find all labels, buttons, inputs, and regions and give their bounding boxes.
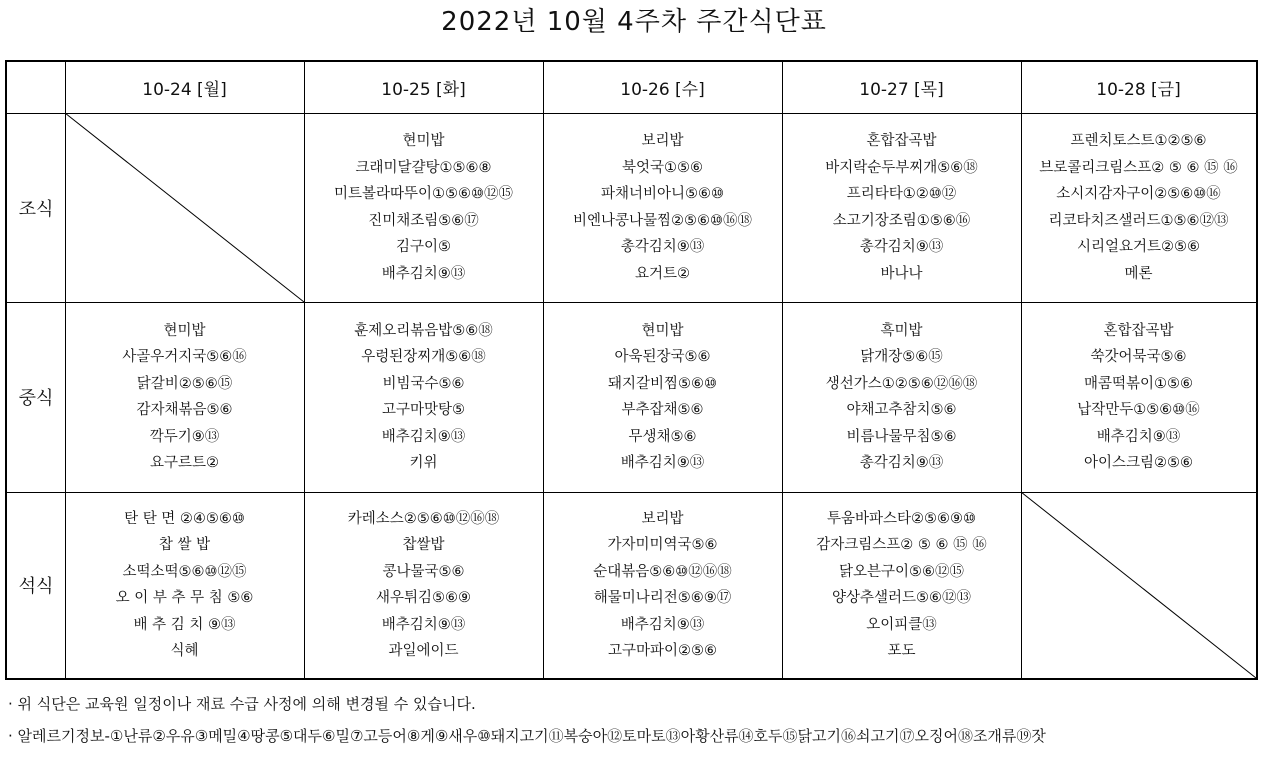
menu-item: 현미밥 (641, 322, 684, 339)
menu-cell-breakfast-wed (543, 113, 782, 302)
menu-item: 진미채조림⑤⑥⑰ (368, 212, 479, 229)
menu-cell-lunch-fri (1021, 302, 1256, 492)
menu-cell-breakfast-tue (304, 113, 543, 302)
menu-item: 미트볼라따뚜이①⑤⑥⑩⑫⑮ (333, 186, 514, 202)
note-change-notice: · 위 식단은 교육원 일정이나 재료 수급 사정에 의해 변경될 수 있습니다. (8, 695, 476, 713)
menu-item: 고구마파이②⑤⑥ (607, 643, 718, 659)
meal-label-dinner: 석식 (18, 576, 54, 597)
menu-item: 콩나물국⑤⑥ (382, 563, 465, 580)
menu-item: 비엔나콩나물찜②⑤⑥⑩⑯⑱ (572, 212, 753, 229)
menu-cell-dinner-thu (782, 492, 1021, 678)
menu-item: 소시지감자구이②⑤⑥⑩⑯ (1056, 186, 1221, 202)
menu-item: 프렌치토스트①②⑤⑥ (1070, 133, 1207, 149)
menu-cell-dinner-tue (304, 492, 543, 678)
menu-item: 탄 탄 면 ②④⑤⑥⑩ (124, 510, 245, 527)
menu-item: 메론 (1124, 265, 1153, 282)
menu-item: 아욱된장국⑤⑥ (614, 349, 711, 365)
menu-item: 크래미달걀탕①⑤⑥⑧ (355, 159, 492, 176)
menu-cell-dinner-fri (1021, 492, 1256, 678)
menu-item: 배추김치⑨⑬ (381, 428, 466, 445)
menu-item: 훈제오리볶음밥⑤⑥⑱ (354, 322, 493, 339)
day-header-thu: 10-27 [목] (859, 80, 944, 100)
menu-cell-lunch-mon (65, 302, 304, 492)
menu-item: 닭개장⑤⑥⑮ (860, 349, 943, 365)
menu-item: 매콤떡볶이①⑤⑥ (1083, 375, 1194, 392)
menu-item: 찹쌀밥 (402, 537, 445, 553)
menu-item: 비름나물무침⑤⑥ (846, 428, 957, 445)
menu-item: 감자크림스프② ⑤ ⑥ ⑮ ⑯ (816, 537, 987, 553)
menu-cell-lunch-thu (782, 302, 1021, 492)
menu-item: 소떡소떡⑤⑥⑩⑫⑮ (122, 563, 247, 580)
menu-item: 요거트② (634, 265, 691, 282)
menu-cell-dinner-mon (65, 492, 304, 678)
menu-item: 바나나 (880, 265, 923, 282)
menu-item: 총각김치⑨⑬ (859, 455, 944, 471)
page-title: 2022년 10월 4주차 주간식단표 (441, 7, 827, 37)
menu-item: 생선가스①②⑤⑥⑫⑯⑱ (825, 375, 978, 392)
menu-item: 비빔국수⑤⑥ (382, 375, 465, 392)
menu-item: 감자채볶음⑤⑥ (136, 402, 233, 418)
menu-item: 부추잡채⑤⑥ (621, 402, 704, 418)
menu-item: 야채고추참치⑤⑥ (846, 402, 957, 418)
menu-item: 프리타타①②⑩⑫ (846, 186, 957, 202)
menu-cell-lunch-tue (304, 302, 543, 492)
menu-item: 찹 쌀 밥 (158, 537, 211, 553)
menu-item: 쑥갓어묵국⑤⑥ (1090, 349, 1187, 365)
menu-item: 키위 (409, 455, 438, 471)
day-header-fri: 10-28 [금] (1096, 80, 1181, 100)
menu-item: 리코타치즈샐러드①⑤⑥⑫⑬ (1048, 212, 1229, 229)
menu-item: 흑미밥 (880, 322, 923, 339)
menu-item: 북엇국①⑤⑥ (621, 159, 704, 176)
menu-item: 요구르트② (149, 455, 220, 471)
menu-item: 닭오븐구이⑤⑥⑫⑮ (838, 563, 965, 580)
menu-item: 돼지갈비찜⑤⑥⑩ (607, 375, 718, 392)
menu-item: 현미밥 (163, 322, 206, 339)
menu-item: 오이피클⑬ (866, 616, 937, 633)
menu-item: 사골우거지국⑤⑥⑯ (122, 349, 247, 365)
diagonal-line (65, 113, 304, 302)
menu-item: 아이스크림②⑤⑥ (1083, 455, 1194, 471)
menu-item: 납작만두①⑤⑥⑩⑯ (1077, 402, 1200, 418)
menu-cell-breakfast-mon (65, 113, 304, 302)
menu-item: 포도 (887, 643, 916, 659)
menu-item: 양상추샐러드⑤⑥⑫⑬ (831, 590, 972, 606)
menu-item: 시리얼요거트②⑤⑥ (1076, 239, 1201, 255)
empty-cell-diagonal (65, 113, 304, 302)
menu-item: 김구이⑤ (395, 239, 452, 255)
menu-item: 파채너비아니⑤⑥⑩ (600, 186, 725, 202)
menu-item: 브로콜리크림스프② ⑤ ⑥ ⑮ ⑯ (1039, 159, 1238, 176)
menu-item: 고구마맛탕⑤ (381, 402, 466, 418)
day-header-wed: 10-26 [수] (620, 80, 705, 100)
menu-item: 배추김치⑨⑬ (620, 616, 705, 633)
menu-item: 배추김치⑨⑬ (381, 616, 466, 633)
diagonal-line (1021, 492, 1256, 678)
menu-item: 혼합잡곡밥 (1103, 322, 1174, 339)
menu-item: 배 추 김 치 ⑨⑬ (133, 616, 236, 633)
meal-label-lunch: 중식 (18, 388, 54, 409)
menu-item: 해물미나리전⑤⑥⑨⑰ (593, 590, 732, 606)
menu-cell-lunch-wed (543, 302, 782, 492)
menu-item: 과일에이드 (388, 643, 459, 659)
menu-item: 깍두기⑨⑬ (149, 428, 220, 445)
menu-item: 배추김치⑨⑬ (620, 455, 705, 471)
note-allergy-info: · 알레르기정보-①난류②우유③메밀④땅콩⑤대두⑥밀⑦고등어⑧게⑨새우⑩돼지고기⑪복숭아⑫토마토⑬아황산류⑭호두⑮닭고기⑯쇠고기⑰오징어⑱조개류⑲잣 (8, 727, 1046, 745)
menu-item: 총각김치⑨⑬ (859, 239, 944, 255)
menu-item: 가자미미역국⑤⑥ (607, 537, 718, 553)
menu-item: 무생채⑤⑥ (628, 428, 697, 445)
day-header-mon: 10-24 [월] (142, 80, 227, 100)
menu-item: 총각김치⑨⑬ (620, 239, 705, 255)
menu-item: 바지락순두부찌개⑤⑥⑱ (825, 159, 978, 176)
menu-table (5, 60, 1258, 680)
menu-item: 보리밥 (641, 510, 684, 527)
menu-item: 우렁된장찌개⑤⑥⑱ (361, 349, 486, 365)
menu-item: 배추김치⑨⑬ (1096, 428, 1181, 445)
empty-cell-diagonal (1021, 492, 1256, 678)
menu-item: 새우튀김⑤⑥⑨ (375, 590, 472, 606)
menu-cell-breakfast-thu (782, 113, 1021, 302)
menu-item: 오 이 부 추 무 침 ⑤⑥ (115, 590, 254, 606)
meal-label-breakfast: 조식 (18, 198, 54, 220)
day-header-tue: 10-25 [화] (381, 80, 466, 100)
menu-item: 순대볶음⑤⑥⑩⑫⑯⑱ (593, 563, 732, 580)
menu-item: 혼합잡곡밥 (866, 133, 937, 149)
menu-item: 소고기장조림①⑤⑥⑯ (832, 212, 971, 229)
menu-item: 배추김치⑨⑬ (381, 265, 466, 282)
menu-cell-dinner-wed (543, 492, 782, 678)
menu-item: 카레소스②⑤⑥⑩⑫⑯⑱ (347, 510, 500, 527)
menu-item: 현미밥 (402, 133, 445, 149)
menu-item: 투움바파스타②⑤⑥⑨⑩ (826, 510, 977, 527)
menu-item: 보리밥 (641, 133, 684, 149)
menu-item: 닭갈비②⑤⑥⑮ (136, 375, 233, 392)
menu-item: 식혜 (170, 643, 199, 659)
menu-cell-breakfast-fri (1021, 113, 1256, 302)
header-corner-cell (7, 62, 65, 113)
